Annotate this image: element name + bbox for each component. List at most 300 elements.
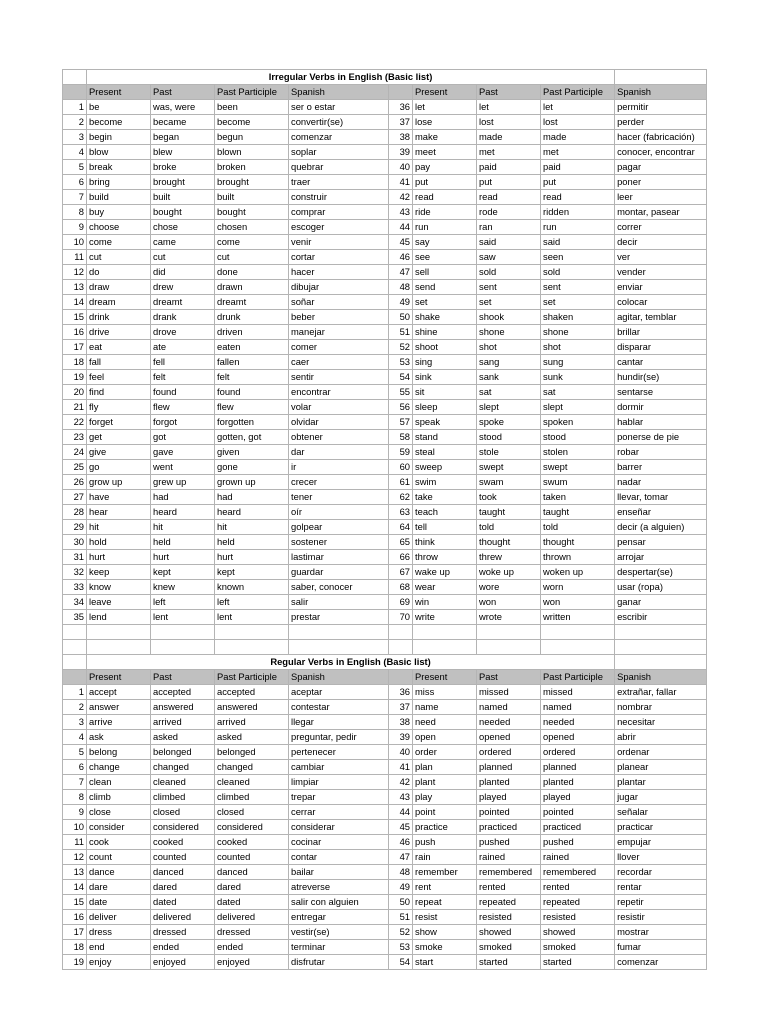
- present-cell[interactable]: forget: [87, 415, 151, 430]
- header-blank-cell[interactable]: [389, 670, 413, 685]
- past-participle-cell[interactable]: begun: [215, 130, 289, 145]
- header-blank-cell[interactable]: [63, 85, 87, 100]
- row-number[interactable]: 35: [63, 610, 87, 625]
- row-number[interactable]: 34: [63, 595, 87, 610]
- past-cell[interactable]: opened: [477, 730, 541, 745]
- past-cell[interactable]: fell: [151, 355, 215, 370]
- present-cell[interactable]: miss: [413, 685, 477, 700]
- spanish-cell[interactable]: permitir: [615, 100, 707, 115]
- spanish-cell[interactable]: arrojar: [615, 550, 707, 565]
- spanish-cell[interactable]: llevar, tomar: [615, 490, 707, 505]
- regular-section-title[interactable]: Regular Verbs in English (Basic list): [87, 655, 615, 670]
- row-number[interactable]: 52: [389, 925, 413, 940]
- past-participle-cell[interactable]: lent: [215, 610, 289, 625]
- blank-cell[interactable]: [63, 640, 87, 655]
- past-participle-cell[interactable]: played: [541, 790, 615, 805]
- past-cell[interactable]: hurt: [151, 550, 215, 565]
- row-number[interactable]: 60: [389, 460, 413, 475]
- spanish-cell[interactable]: terminar: [289, 940, 389, 955]
- spanish-cell[interactable]: hacer (fabricación): [615, 130, 707, 145]
- past-cell[interactable]: saw: [477, 250, 541, 265]
- row-number[interactable]: 39: [389, 730, 413, 745]
- present-cell[interactable]: take: [413, 490, 477, 505]
- row-number[interactable]: 8: [63, 205, 87, 220]
- blank-cell[interactable]: [615, 655, 707, 670]
- column-header-spanish[interactable]: Spanish: [289, 85, 389, 100]
- spanish-cell[interactable]: convertir(se): [289, 115, 389, 130]
- row-number[interactable]: 63: [389, 505, 413, 520]
- past-cell[interactable]: stood: [477, 430, 541, 445]
- past-participle-cell[interactable]: thrown: [541, 550, 615, 565]
- past-cell[interactable]: went: [151, 460, 215, 475]
- spanish-cell[interactable]: conocer, encontrar: [615, 145, 707, 160]
- past-cell[interactable]: sang: [477, 355, 541, 370]
- present-cell[interactable]: point: [413, 805, 477, 820]
- past-cell[interactable]: paid: [477, 160, 541, 175]
- present-cell[interactable]: let: [413, 100, 477, 115]
- past-participle-cell[interactable]: worn: [541, 580, 615, 595]
- past-cell[interactable]: met: [477, 145, 541, 160]
- spanish-cell[interactable]: lastimar: [289, 550, 389, 565]
- spanish-cell[interactable]: hundir(se): [615, 370, 707, 385]
- header-blank-cell[interactable]: [389, 85, 413, 100]
- past-cell[interactable]: repeated: [477, 895, 541, 910]
- row-number[interactable]: 61: [389, 475, 413, 490]
- past-participle-cell[interactable]: forgotten: [215, 415, 289, 430]
- past-cell[interactable]: dated: [151, 895, 215, 910]
- past-participle-cell[interactable]: drawn: [215, 280, 289, 295]
- past-participle-cell[interactable]: shaken: [541, 310, 615, 325]
- spanish-cell[interactable]: ponerse de pie: [615, 430, 707, 445]
- past-participle-cell[interactable]: let: [541, 100, 615, 115]
- present-cell[interactable]: see: [413, 250, 477, 265]
- present-cell[interactable]: end: [87, 940, 151, 955]
- present-cell[interactable]: be: [87, 100, 151, 115]
- present-cell[interactable]: start: [413, 955, 477, 970]
- past-cell[interactable]: changed: [151, 760, 215, 775]
- past-cell[interactable]: planned: [477, 760, 541, 775]
- row-number[interactable]: 30: [63, 535, 87, 550]
- spanish-cell[interactable]: resistir: [615, 910, 707, 925]
- past-participle-cell[interactable]: answered: [215, 700, 289, 715]
- past-cell[interactable]: showed: [477, 925, 541, 940]
- past-cell[interactable]: had: [151, 490, 215, 505]
- past-participle-cell[interactable]: ridden: [541, 205, 615, 220]
- past-participle-cell[interactable]: driven: [215, 325, 289, 340]
- past-cell[interactable]: dared: [151, 880, 215, 895]
- past-participle-cell[interactable]: known: [215, 580, 289, 595]
- present-cell[interactable]: order: [413, 745, 477, 760]
- past-cell[interactable]: ate: [151, 340, 215, 355]
- spanish-cell[interactable]: prestar: [289, 610, 389, 625]
- present-cell[interactable]: consider: [87, 820, 151, 835]
- present-cell[interactable]: go: [87, 460, 151, 475]
- spanish-cell[interactable]: quebrar: [289, 160, 389, 175]
- spanish-cell[interactable]: ser o estar: [289, 100, 389, 115]
- past-cell[interactable]: lent: [151, 610, 215, 625]
- row-number[interactable]: 13: [63, 280, 87, 295]
- column-header-spanish[interactable]: Spanish: [615, 85, 707, 100]
- past-cell[interactable]: grew up: [151, 475, 215, 490]
- past-participle-cell[interactable]: chosen: [215, 220, 289, 235]
- present-cell[interactable]: rain: [413, 850, 477, 865]
- present-cell[interactable]: rent: [413, 880, 477, 895]
- past-participle-cell[interactable]: become: [215, 115, 289, 130]
- spanish-cell[interactable]: robar: [615, 445, 707, 460]
- present-cell[interactable]: say: [413, 235, 477, 250]
- present-cell[interactable]: fall: [87, 355, 151, 370]
- spanish-cell[interactable]: vestir(se): [289, 925, 389, 940]
- row-number[interactable]: 36: [389, 685, 413, 700]
- row-number[interactable]: 12: [63, 850, 87, 865]
- row-number[interactable]: 40: [389, 160, 413, 175]
- row-number[interactable]: 2: [63, 700, 87, 715]
- past-cell[interactable]: became: [151, 115, 215, 130]
- past-cell[interactable]: heard: [151, 505, 215, 520]
- row-number[interactable]: 59: [389, 445, 413, 460]
- blank-cell[interactable]: [215, 625, 289, 640]
- present-cell[interactable]: close: [87, 805, 151, 820]
- present-cell[interactable]: plan: [413, 760, 477, 775]
- present-cell[interactable]: drive: [87, 325, 151, 340]
- past-participle-cell[interactable]: planned: [541, 760, 615, 775]
- spanish-cell[interactable]: beber: [289, 310, 389, 325]
- present-cell[interactable]: play: [413, 790, 477, 805]
- past-participle-cell[interactable]: hit: [215, 520, 289, 535]
- past-participle-cell[interactable]: taken: [541, 490, 615, 505]
- past-participle-cell[interactable]: stolen: [541, 445, 615, 460]
- row-number[interactable]: 28: [63, 505, 87, 520]
- past-participle-cell[interactable]: kept: [215, 565, 289, 580]
- spanish-cell[interactable]: planear: [615, 760, 707, 775]
- past-cell[interactable]: kept: [151, 565, 215, 580]
- spanish-cell[interactable]: contar: [289, 850, 389, 865]
- spanish-cell[interactable]: pensar: [615, 535, 707, 550]
- past-cell[interactable]: cleaned: [151, 775, 215, 790]
- row-number[interactable]: 22: [63, 415, 87, 430]
- past-participle-cell[interactable]: grown up: [215, 475, 289, 490]
- past-cell[interactable]: taught: [477, 505, 541, 520]
- row-number[interactable]: 16: [63, 325, 87, 340]
- past-cell[interactable]: flew: [151, 400, 215, 415]
- row-number[interactable]: 20: [63, 385, 87, 400]
- past-participle-cell[interactable]: smoked: [541, 940, 615, 955]
- present-cell[interactable]: wake up: [413, 565, 477, 580]
- past-participle-cell[interactable]: opened: [541, 730, 615, 745]
- row-number[interactable]: 3: [63, 715, 87, 730]
- spanish-cell[interactable]: decir (a alguien): [615, 520, 707, 535]
- present-cell[interactable]: pay: [413, 160, 477, 175]
- present-cell[interactable]: run: [413, 220, 477, 235]
- present-cell[interactable]: enjoy: [87, 955, 151, 970]
- past-cell[interactable]: accepted: [151, 685, 215, 700]
- spanish-cell[interactable]: manejar: [289, 325, 389, 340]
- past-cell[interactable]: counted: [151, 850, 215, 865]
- spanish-cell[interactable]: despertar(se): [615, 565, 707, 580]
- past-participle-cell[interactable]: told: [541, 520, 615, 535]
- spanish-cell[interactable]: ganar: [615, 595, 707, 610]
- past-participle-cell[interactable]: read: [541, 190, 615, 205]
- present-cell[interactable]: bring: [87, 175, 151, 190]
- row-number[interactable]: 68: [389, 580, 413, 595]
- spanish-cell[interactable]: abrir: [615, 730, 707, 745]
- past-participle-cell[interactable]: stood: [541, 430, 615, 445]
- past-participle-cell[interactable]: remembered: [541, 865, 615, 880]
- row-number[interactable]: 38: [389, 130, 413, 145]
- present-cell[interactable]: count: [87, 850, 151, 865]
- past-cell[interactable]: lost: [477, 115, 541, 130]
- spanish-cell[interactable]: recordar: [615, 865, 707, 880]
- present-cell[interactable]: deliver: [87, 910, 151, 925]
- spanish-cell[interactable]: señalar: [615, 805, 707, 820]
- row-number[interactable]: 50: [389, 895, 413, 910]
- spanish-cell[interactable]: aceptar: [289, 685, 389, 700]
- row-number[interactable]: 42: [389, 775, 413, 790]
- spanish-cell[interactable]: contestar: [289, 700, 389, 715]
- past-cell[interactable]: was, were: [151, 100, 215, 115]
- present-cell[interactable]: tell: [413, 520, 477, 535]
- header-blank-cell[interactable]: [63, 670, 87, 685]
- past-participle-cell[interactable]: arrived: [215, 715, 289, 730]
- present-cell[interactable]: climb: [87, 790, 151, 805]
- column-header-present[interactable]: Present: [87, 85, 151, 100]
- spanish-cell[interactable]: leer: [615, 190, 707, 205]
- row-number[interactable]: 26: [63, 475, 87, 490]
- spanish-cell[interactable]: soplar: [289, 145, 389, 160]
- row-number[interactable]: 10: [63, 820, 87, 835]
- row-number[interactable]: 37: [389, 115, 413, 130]
- spanish-cell[interactable]: mostrar: [615, 925, 707, 940]
- present-cell[interactable]: find: [87, 385, 151, 400]
- present-cell[interactable]: break: [87, 160, 151, 175]
- present-cell[interactable]: dance: [87, 865, 151, 880]
- past-cell[interactable]: resisted: [477, 910, 541, 925]
- past-participle-cell[interactable]: won: [541, 595, 615, 610]
- past-cell[interactable]: hit: [151, 520, 215, 535]
- past-cell[interactable]: ordered: [477, 745, 541, 760]
- past-participle-cell[interactable]: missed: [541, 685, 615, 700]
- spanish-cell[interactable]: saber, conocer: [289, 580, 389, 595]
- column-header-past[interactable]: Past: [151, 85, 215, 100]
- present-cell[interactable]: smoke: [413, 940, 477, 955]
- present-cell[interactable]: dress: [87, 925, 151, 940]
- present-cell[interactable]: swim: [413, 475, 477, 490]
- blank-cell[interactable]: [615, 625, 707, 640]
- present-cell[interactable]: practice: [413, 820, 477, 835]
- spanish-cell[interactable]: ver: [615, 250, 707, 265]
- row-number[interactable]: 4: [63, 145, 87, 160]
- past-cell[interactable]: read: [477, 190, 541, 205]
- spanish-cell[interactable]: ir: [289, 460, 389, 475]
- present-cell[interactable]: resist: [413, 910, 477, 925]
- row-number[interactable]: 53: [389, 940, 413, 955]
- spanish-cell[interactable]: comprar: [289, 205, 389, 220]
- row-number[interactable]: 40: [389, 745, 413, 760]
- spanish-cell[interactable]: barrer: [615, 460, 707, 475]
- past-cell[interactable]: said: [477, 235, 541, 250]
- present-cell[interactable]: build: [87, 190, 151, 205]
- spanish-cell[interactable]: nombrar: [615, 700, 707, 715]
- past-cell[interactable]: considered: [151, 820, 215, 835]
- present-cell[interactable]: arrive: [87, 715, 151, 730]
- present-cell[interactable]: set: [413, 295, 477, 310]
- past-cell[interactable]: wrote: [477, 610, 541, 625]
- present-cell[interactable]: show: [413, 925, 477, 940]
- present-cell[interactable]: dare: [87, 880, 151, 895]
- past-participle-cell[interactable]: thought: [541, 535, 615, 550]
- present-cell[interactable]: fly: [87, 400, 151, 415]
- blank-cell[interactable]: [289, 640, 389, 655]
- spanish-cell[interactable]: vender: [615, 265, 707, 280]
- past-cell[interactable]: belonged: [151, 745, 215, 760]
- row-number[interactable]: 52: [389, 340, 413, 355]
- row-number[interactable]: 7: [63, 775, 87, 790]
- past-participle-cell[interactable]: bought: [215, 205, 289, 220]
- blank-cell[interactable]: [541, 640, 615, 655]
- spanish-cell[interactable]: crecer: [289, 475, 389, 490]
- past-participle-cell[interactable]: heard: [215, 505, 289, 520]
- row-number[interactable]: 67: [389, 565, 413, 580]
- row-number[interactable]: 62: [389, 490, 413, 505]
- past-participle-cell[interactable]: woken up: [541, 565, 615, 580]
- past-participle-cell[interactable]: swept: [541, 460, 615, 475]
- past-participle-cell[interactable]: said: [541, 235, 615, 250]
- present-cell[interactable]: shoot: [413, 340, 477, 355]
- past-participle-cell[interactable]: planted: [541, 775, 615, 790]
- past-cell[interactable]: sank: [477, 370, 541, 385]
- spanish-cell[interactable]: bailar: [289, 865, 389, 880]
- past-cell[interactable]: ran: [477, 220, 541, 235]
- spanish-cell[interactable]: usar (ropa): [615, 580, 707, 595]
- past-participle-cell[interactable]: dressed: [215, 925, 289, 940]
- spanish-cell[interactable]: tener: [289, 490, 389, 505]
- present-cell[interactable]: have: [87, 490, 151, 505]
- present-cell[interactable]: sleep: [413, 400, 477, 415]
- present-cell[interactable]: hear: [87, 505, 151, 520]
- past-participle-cell[interactable]: gone: [215, 460, 289, 475]
- present-cell[interactable]: choose: [87, 220, 151, 235]
- row-number[interactable]: 9: [63, 220, 87, 235]
- spanish-cell[interactable]: entregar: [289, 910, 389, 925]
- past-cell[interactable]: rained: [477, 850, 541, 865]
- past-cell[interactable]: shot: [477, 340, 541, 355]
- row-number[interactable]: 37: [389, 700, 413, 715]
- past-cell[interactable]: bought: [151, 205, 215, 220]
- present-cell[interactable]: shake: [413, 310, 477, 325]
- past-cell[interactable]: delivered: [151, 910, 215, 925]
- column-header-past[interactable]: Past: [477, 670, 541, 685]
- past-participle-cell[interactable]: sung: [541, 355, 615, 370]
- past-cell[interactable]: sent: [477, 280, 541, 295]
- present-cell[interactable]: need: [413, 715, 477, 730]
- past-cell[interactable]: spoke: [477, 415, 541, 430]
- past-participle-cell[interactable]: closed: [215, 805, 289, 820]
- past-participle-cell[interactable]: ended: [215, 940, 289, 955]
- row-number[interactable]: 4: [63, 730, 87, 745]
- past-cell[interactable]: won: [477, 595, 541, 610]
- past-cell[interactable]: closed: [151, 805, 215, 820]
- present-cell[interactable]: grow up: [87, 475, 151, 490]
- past-cell[interactable]: swept: [477, 460, 541, 475]
- row-number[interactable]: 12: [63, 265, 87, 280]
- present-cell[interactable]: answer: [87, 700, 151, 715]
- past-cell[interactable]: slept: [477, 400, 541, 415]
- past-participle-cell[interactable]: blown: [215, 145, 289, 160]
- column-header-past-participle[interactable]: Past Participle: [215, 670, 289, 685]
- present-cell[interactable]: give: [87, 445, 151, 460]
- past-cell[interactable]: planted: [477, 775, 541, 790]
- row-number[interactable]: 6: [63, 760, 87, 775]
- spanish-cell[interactable]: atreverse: [289, 880, 389, 895]
- past-participle-cell[interactable]: cut: [215, 250, 289, 265]
- past-cell[interactable]: woke up: [477, 565, 541, 580]
- past-participle-cell[interactable]: needed: [541, 715, 615, 730]
- past-cell[interactable]: came: [151, 235, 215, 250]
- past-participle-cell[interactable]: ordered: [541, 745, 615, 760]
- spanish-cell[interactable]: comenzar: [615, 955, 707, 970]
- row-number[interactable]: 44: [389, 805, 413, 820]
- column-header-spanish[interactable]: Spanish: [615, 670, 707, 685]
- row-number[interactable]: 45: [389, 820, 413, 835]
- blank-cell[interactable]: [413, 640, 477, 655]
- row-number[interactable]: 51: [389, 325, 413, 340]
- spanish-cell[interactable]: hacer: [289, 265, 389, 280]
- present-cell[interactable]: do: [87, 265, 151, 280]
- present-cell[interactable]: ask: [87, 730, 151, 745]
- row-number[interactable]: 48: [389, 865, 413, 880]
- past-participle-cell[interactable]: sent: [541, 280, 615, 295]
- spanish-cell[interactable]: dar: [289, 445, 389, 460]
- past-participle-cell[interactable]: taught: [541, 505, 615, 520]
- past-participle-cell[interactable]: cleaned: [215, 775, 289, 790]
- past-cell[interactable]: chose: [151, 220, 215, 235]
- row-number[interactable]: 27: [63, 490, 87, 505]
- past-cell[interactable]: left: [151, 595, 215, 610]
- past-cell[interactable]: made: [477, 130, 541, 145]
- past-cell[interactable]: swam: [477, 475, 541, 490]
- past-participle-cell[interactable]: felt: [215, 370, 289, 385]
- past-cell[interactable]: rented: [477, 880, 541, 895]
- row-number[interactable]: 54: [389, 370, 413, 385]
- present-cell[interactable]: put: [413, 175, 477, 190]
- past-participle-cell[interactable]: changed: [215, 760, 289, 775]
- row-number[interactable]: 1: [63, 100, 87, 115]
- past-participle-cell[interactable]: seen: [541, 250, 615, 265]
- past-participle-cell[interactable]: been: [215, 100, 289, 115]
- spanish-cell[interactable]: trepar: [289, 790, 389, 805]
- past-cell[interactable]: enjoyed: [151, 955, 215, 970]
- present-cell[interactable]: push: [413, 835, 477, 850]
- column-header-past-participle[interactable]: Past Participle: [541, 670, 615, 685]
- row-number[interactable]: 16: [63, 910, 87, 925]
- past-participle-cell[interactable]: put: [541, 175, 615, 190]
- column-header-present[interactable]: Present: [413, 670, 477, 685]
- past-cell[interactable]: asked: [151, 730, 215, 745]
- row-number[interactable]: 43: [389, 790, 413, 805]
- past-participle-cell[interactable]: held: [215, 535, 289, 550]
- past-participle-cell[interactable]: set: [541, 295, 615, 310]
- present-cell[interactable]: sweep: [413, 460, 477, 475]
- past-participle-cell[interactable]: had: [215, 490, 289, 505]
- present-cell[interactable]: hurt: [87, 550, 151, 565]
- present-cell[interactable]: think: [413, 535, 477, 550]
- row-number[interactable]: 38: [389, 715, 413, 730]
- past-cell[interactable]: climbed: [151, 790, 215, 805]
- row-number[interactable]: 49: [389, 880, 413, 895]
- past-participle-cell[interactable]: made: [541, 130, 615, 145]
- present-cell[interactable]: date: [87, 895, 151, 910]
- column-header-past-participle[interactable]: Past Participle: [541, 85, 615, 100]
